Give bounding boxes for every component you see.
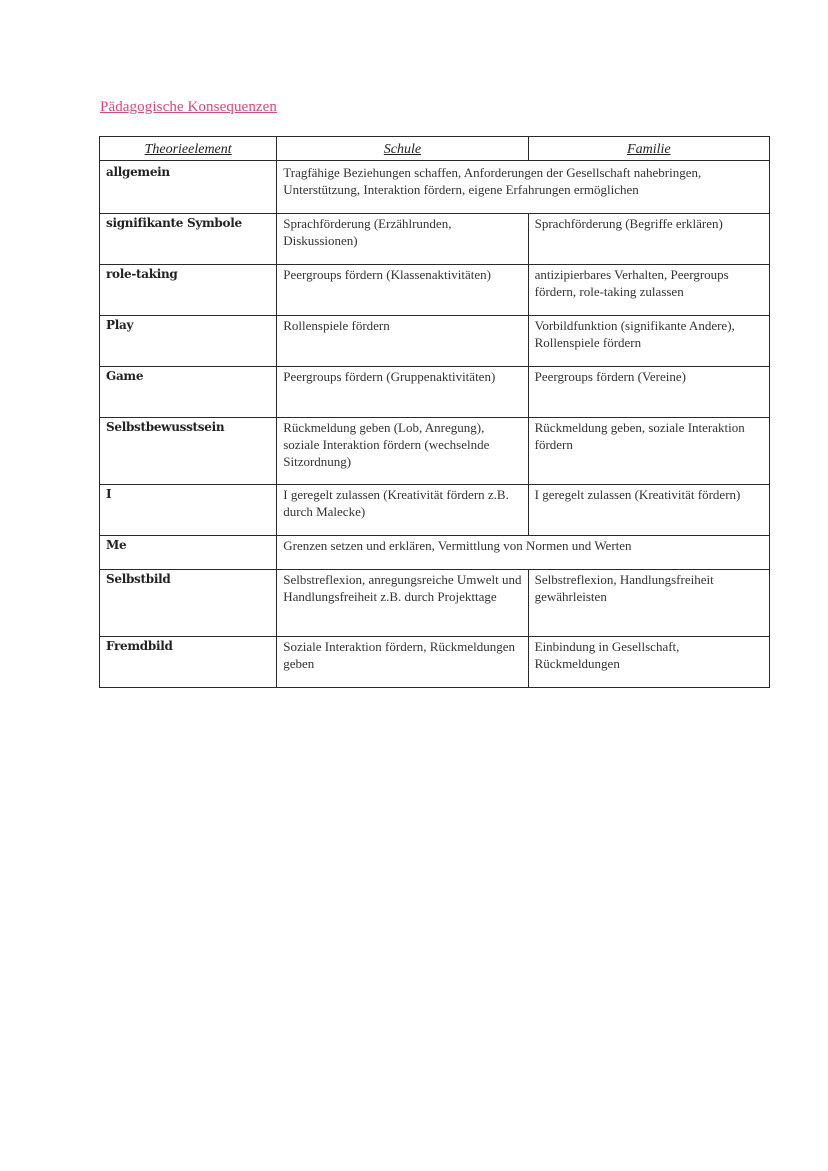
page-title: Pädagogische Konsequenzen — [100, 99, 278, 115]
table-row — [100, 367, 770, 418]
header-schule: Schule — [277, 137, 528, 161]
table-row — [100, 536, 770, 570]
schule-cell: Rollenspiele fördern — [277, 316, 528, 367]
table-row — [100, 214, 770, 265]
element-cell: Me — [100, 536, 277, 570]
schule-cell: Soziale Interaktion fördern, Rückmeldungen geben — [277, 637, 528, 688]
schule-cell: I geregelt zulassen (Kreativität fördern z.B. durch Malecke) — [277, 485, 528, 536]
element-cell: Fremdbild — [100, 637, 277, 688]
schule-cell: Peergroups fördern (Gruppenaktivitäten) — [277, 367, 528, 418]
familie-cell: Peergroups fördern (Vereine) — [528, 367, 769, 418]
familie-cell: Vorbildfunktion (signifikante Andere), Rollenspiele fördern — [528, 316, 769, 367]
element-cell: allgemein — [100, 161, 277, 214]
merged-cell: Grenzen setzen und erklären, Vermittlung von Normen und Werten — [277, 536, 770, 570]
table-row — [100, 418, 770, 485]
familie-cell: Selbstreflexion, Handlungsfreiheit gewährleisten — [528, 570, 769, 637]
familie-cell: Rückmeldung geben, soziale Interaktion fördern — [528, 418, 769, 485]
familie-cell: Einbindung in Gesellschaft, Rückmeldungen — [528, 637, 769, 688]
merged-cell: Tragfähige Beziehungen schaffen, Anforderungen der Gesellschaft nahebringen, Unterstützung, Interaktion fördern, eigene Erfahrungen ermöglichen — [277, 161, 770, 214]
header-theorieelement: Theorieelement — [100, 137, 277, 161]
element-cell: Selbstbewusstsein — [100, 418, 277, 485]
consequences-table — [99, 136, 770, 688]
element-cell: Selbstbild — [100, 570, 277, 637]
table-row — [100, 316, 770, 367]
element-cell: role-taking — [100, 265, 277, 316]
element-cell: Game — [100, 367, 277, 418]
schule-cell: Peergroups fördern (Klassenaktivitäten) — [277, 265, 528, 316]
table-row — [100, 161, 770, 214]
table-header-row — [100, 137, 770, 161]
header-familie: Familie — [528, 137, 769, 161]
table-row — [100, 265, 770, 316]
element-cell: signifikante Symbole — [100, 214, 277, 265]
table-row — [100, 570, 770, 637]
schule-cell: Selbstreflexion, anregungsreiche Umwelt und Handlungsfreiheit z.B. durch Projekttage — [277, 570, 528, 637]
table-row — [100, 485, 770, 536]
table-row — [100, 637, 770, 688]
schule-cell: Rückmeldung geben (Lob, Anregung), soziale Interaktion fördern (wechselnde Sitzordnung) — [277, 418, 528, 485]
familie-cell: I geregelt zulassen (Kreativität fördern) — [528, 485, 769, 536]
element-cell: Play — [100, 316, 277, 367]
schule-cell: Sprachförderung (Erzählrunden, Diskussionen) — [277, 214, 528, 265]
familie-cell: antizipierbares Verhalten, Peergroups fördern, role-taking zulassen — [528, 265, 769, 316]
element-cell: I — [100, 485, 277, 536]
familie-cell: Sprachförderung (Begriffe erklären) — [528, 214, 769, 265]
